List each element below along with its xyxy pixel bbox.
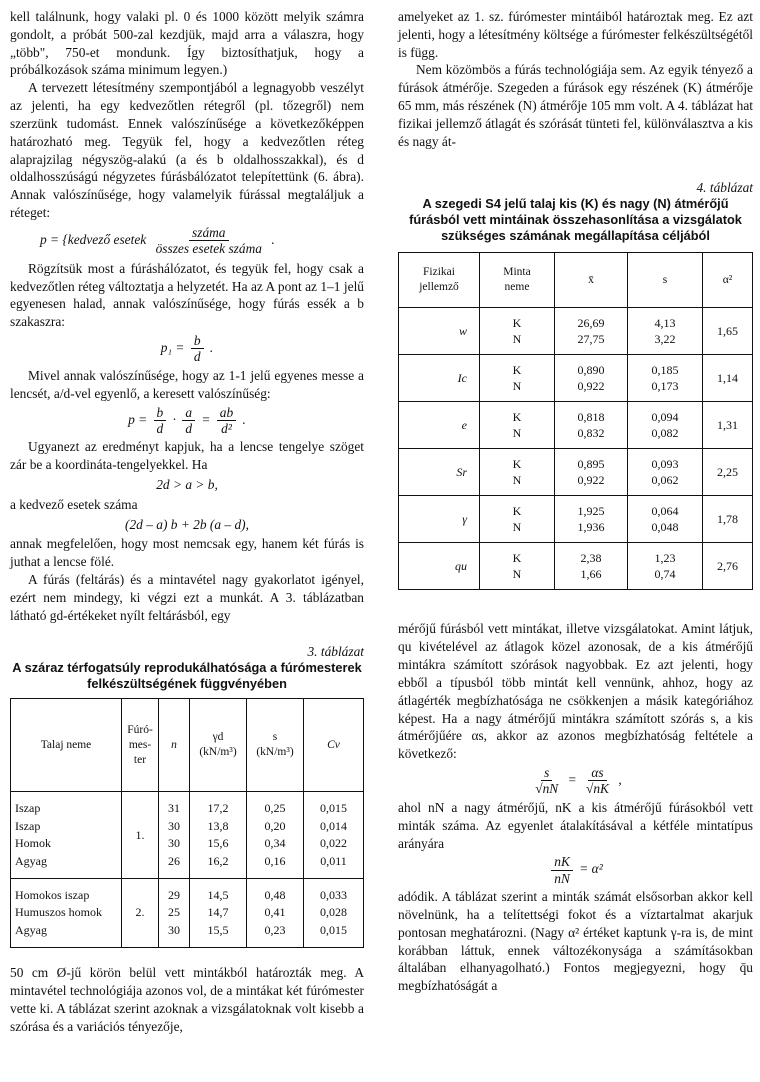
table-row	[399, 543, 753, 590]
denominator: d	[185, 420, 193, 436]
cell-line: 0,25	[264, 801, 286, 816]
equation	[398, 854, 753, 886]
table-header-row	[11, 699, 364, 792]
eq-lhs: p = {kedvező esetek	[40, 231, 147, 247]
denominator: összes esetek száma	[155, 241, 262, 257]
cell-line: 0,20	[264, 818, 286, 833]
paragraph: A tervezett létesítmény szempontjából a legnagyobb veszélyt az jelenti, ha egy kedvezőtlen rétegről (pl. tőzegről) nem szerzünk tudomást. Ennek valószínűsége a következőképpen határozható meg. Tegyük fel, hogy a kedvezőtlen réteg alaprajzilag négyszög-alakú (a és b oldalhosszakkal), és d oldalhosszúságú négyzetes fúrásbálózatot telepítettünk (6. ábra). Annak valószínűsége, hogy valamelyik fúrással megtaláljuk a réteget:	[10, 80, 364, 221]
table-3	[10, 698, 364, 948]
equation	[10, 405, 364, 437]
cell-line: 2.	[135, 905, 145, 920]
eq-rhs: = α²	[579, 861, 603, 877]
sample-type-cell: K N	[480, 355, 555, 402]
paragraph: Ugyanezt az eredményt kapjuk, ha a lencse tengelye szöget zár be a koordináta-tengelyekkel. Ha	[10, 439, 364, 473]
column-header: s (kN/m³)	[247, 699, 304, 792]
column-header: Cv	[304, 699, 364, 792]
eq-end: ,	[618, 772, 622, 788]
denominator: d	[193, 349, 201, 365]
sample-type-cell: K N	[480, 402, 555, 449]
cell-line: 0,033	[320, 887, 347, 902]
gd-cell	[190, 792, 247, 879]
property-cell: Sr	[399, 449, 480, 496]
std-cell: 0,064 0,048	[628, 496, 703, 543]
paragraph: mérőjű fúrásból vett mintákat, illetve vizsgálatokat. Amint látjuk, qu kivételével az átlagok közel azonosak, de a kis átmérőjű mintákra számított szórások nagyobbak. Ez azt jelenti, hogy ebből a típusból több mintát kell vennünk, ahhoz, hogy az átlagérték megbízhatósága ne csökkenjen a másik kategóriához képest. Ha a nagy átmérőjű mintákra számított szórás s, a kis átmérőjűére αs, akkor az azonos megbízhatóság feltétele a következő:	[398, 621, 753, 762]
cell-line: Homok	[15, 836, 51, 851]
equation: (2d – a) b + 2b (a – d),	[125, 516, 249, 532]
sample-type-cell: K N	[480, 543, 555, 590]
numerator: ab	[217, 405, 236, 421]
column-header: α²	[703, 253, 753, 308]
column-header: Fúró- mes- ter	[122, 699, 159, 792]
cell-line: Iszap	[15, 801, 41, 816]
fraction	[182, 405, 195, 437]
paragraph: 50 cm Ø-jű körön belül vett mintákból határozták meg. A mintavétel technológiája azonos vol, de a mintákat két fúrómester vette ki. A táblázat szerint azoknak a vizsgálatoknak volt kisebb a szórása és a variációs tényezője,	[10, 965, 364, 1034]
cell-line: 26	[168, 853, 180, 868]
cell-line: 30	[168, 922, 180, 937]
denominator: d²	[221, 420, 232, 436]
fraction	[154, 405, 167, 437]
denominator: nN	[554, 870, 570, 886]
std-cell: 0,093 0,062	[628, 449, 703, 496]
paragraph: Nem közömbös a fúrás technológiája sem. Az egyik tényező a fúrások átmérője. Szegeden a fúrások egy részének (K) átmérője 65 mm, más részének (N) átmérője 105 mm volt. A 4. táblázat hat fizikai jellemző átlagát és szórását tünteti fel, különválasztva a kis és nagy át-	[398, 62, 753, 149]
operator: =	[567, 772, 577, 788]
paragraph: annak megfelelően, hogy most nemcsak egy, hanem két fúrás is juthat a lencse fölé.	[10, 536, 364, 570]
cell-line: Agyag	[15, 853, 47, 868]
cell-line: 17,2	[207, 801, 229, 816]
eq-end: .	[209, 340, 214, 356]
gd-cell	[190, 878, 247, 947]
paragraph: kell találnunk, hogy valaki pl. 0 és 1000 között melyik számra gondolt, a próbát 500-zal kezdjük, majd arra a válaszra, hogy „több", 750-et mondunk. Így biztosíthatjuk, hogy a próbálkozások száma minimum legyen.)	[10, 9, 364, 78]
sample-type-cell: K N	[480, 449, 555, 496]
column-header: γd (kN/m³)	[190, 699, 247, 792]
alpha2-cell: 2,76	[703, 543, 753, 590]
cell-line: 0,23	[264, 922, 286, 937]
std-cell: 1,23 0,74	[628, 543, 703, 590]
equation	[10, 333, 364, 365]
paragraph: ahol nN a nagy átmérőjű, nK a kis átmérőjű fúrásokból vett minták száma. Az egyenlet átalakításával a kétféle mintatípus arányára	[398, 799, 753, 851]
cell-line: 0,022	[320, 836, 347, 851]
s-cell	[247, 792, 304, 879]
cell-line: Homokos iszap	[15, 887, 90, 902]
table-row	[399, 355, 753, 402]
cell-line: 16,2	[207, 853, 229, 868]
alpha2-cell: 1,78	[703, 496, 753, 543]
fraction	[191, 333, 204, 365]
table-title: A szegedi S4 jelű talaj kis (K) és nagy (N) átmérőjű fúrásból vett mintáinak összehasonlítása a vizsgálatok szükséges számának megállapítása céljából	[409, 196, 742, 244]
numerator: nK	[551, 854, 573, 870]
equation	[398, 765, 753, 797]
alpha2-cell: 2,25	[703, 449, 753, 496]
cell-line: 0,16	[264, 853, 286, 868]
table-title: A száraz térfogatsúly reprodukálhatósága a fúrómesterek felkészültségének függvényében	[12, 660, 362, 692]
cell-line: 14,7	[207, 905, 229, 920]
numerator: száma	[189, 225, 228, 241]
master-cell	[122, 878, 159, 947]
soil-names-cell	[11, 792, 122, 879]
cell-line: 15,5	[207, 922, 229, 937]
numerator: b	[154, 405, 167, 421]
mean-cell: 0,895 0,922	[555, 449, 628, 496]
cell-line: 25	[168, 905, 180, 920]
column-header: n	[159, 699, 190, 792]
property-cell: γ	[399, 496, 480, 543]
sample-type-cell: K N	[480, 308, 555, 355]
cell-line: 0,011	[320, 853, 347, 868]
table-row	[399, 402, 753, 449]
cv-cell	[304, 878, 364, 947]
column-header: Fizikai jellemző	[399, 253, 480, 308]
numerator: s	[541, 765, 552, 781]
cell-line: 0,014	[320, 818, 347, 833]
denominator: √nK	[586, 781, 609, 797]
numerator: αs	[588, 765, 606, 781]
left-column	[10, 8, 364, 1035]
mean-cell: 26,69 27,75	[555, 308, 628, 355]
cv-cell	[304, 792, 364, 879]
eq-lhs: p₁ =	[160, 340, 185, 356]
column-header: s	[628, 253, 703, 308]
fraction	[153, 225, 265, 257]
sample-type-cell: K N	[480, 496, 555, 543]
eq-end: .	[242, 411, 246, 427]
cell-line: 0,41	[264, 905, 286, 920]
eq-lhs: p =	[128, 411, 148, 427]
soil-names-cell	[11, 878, 122, 947]
operator: =	[201, 411, 211, 427]
cell-line: 0,48	[264, 887, 286, 902]
cell-line: 0,34	[264, 836, 286, 851]
alpha2-cell: 1,65	[703, 308, 753, 355]
alpha2-cell: 1,14	[703, 355, 753, 402]
paragraph: A fúrás (feltárás) és a mintavétel nagy gyakorlatot igényel, ezért nem mindegy, ki végzi ezt a munkát. A 3. táblázatban látható gd-értékeket nyílt feltárásból, egy	[10, 572, 364, 623]
property-cell: w	[399, 308, 480, 355]
column-header: x̄	[555, 253, 628, 308]
denominator: √nN	[535, 781, 559, 797]
alpha2-cell: 1,31	[703, 402, 753, 449]
cell-line: 29	[168, 887, 180, 902]
table-header-row	[399, 253, 753, 308]
cell-line: Agyag	[15, 922, 47, 937]
s-cell	[247, 878, 304, 947]
std-cell: 4,13 3,22	[628, 308, 703, 355]
equation: 2d > a > b,	[156, 477, 218, 492]
fraction	[532, 765, 561, 797]
table-number: 4. táblázat	[696, 179, 753, 195]
column-header: Minta neme	[480, 253, 555, 308]
table-row	[399, 496, 753, 543]
table-row	[399, 449, 753, 496]
n-cell	[159, 878, 190, 947]
paragraph: adódik. A táblázat szerint a minták számát elsősorban akkor kell növelnünk, ha a telítettségi fokot és a víztartalmat akarjuk pontosan meghatározni. (Nagy α² értéket kaptunk γ-ra is, de mint korábban láttuk, ennek változékonysága a számításokban általában elhanyagolható.) Fontos megjegyezni, hogy q̄u megbízhatóságát a	[398, 889, 753, 994]
paragraph: Rögzítsük most a fúráshálózatot, és tegyük fel, hogy csak a kedvezőtlen réteg változtatja a helyzetét. Ha az A pont az 1–1 jelű egyenesen halad, annak valószínűsége, hogy fúrás essék a b szakaszra:	[10, 260, 364, 330]
cell-line: 0,028	[320, 905, 347, 920]
numerator: a	[182, 405, 195, 421]
right-column	[398, 8, 753, 995]
table-row	[11, 792, 364, 879]
mean-cell: 1,925 1,936	[555, 496, 628, 543]
table-row	[399, 308, 753, 355]
fraction	[583, 765, 612, 797]
std-cell: 0,094 0,082	[628, 402, 703, 449]
paragraph: amelyeket az 1. sz. fúrómester mintáiból határoztak meg. Ez azt jelenti, hogy a létesítmény költsége a fúrómester felkészültségétől is függ.	[398, 9, 753, 60]
column-header: Talaj neme	[11, 699, 122, 792]
cell-line: 15,6	[207, 836, 229, 851]
mean-cell: 0,818 0,832	[555, 402, 628, 449]
table-number: 3. táblázat	[307, 643, 364, 659]
cell-line: 13,8	[207, 818, 229, 833]
cell-line: 0,015	[320, 922, 347, 937]
cell-line: 14,5	[207, 887, 229, 902]
denominator: d	[156, 420, 164, 436]
cell-line: Iszap	[15, 818, 41, 833]
fraction	[551, 854, 573, 886]
equation	[40, 225, 364, 257]
std-cell: 0,185 0,173	[628, 355, 703, 402]
property-cell: e	[399, 402, 480, 449]
cell-line: Humuszos homok	[15, 905, 102, 920]
n-cell	[159, 792, 190, 879]
table-row	[11, 878, 364, 947]
cell-line: 30	[168, 818, 180, 833]
cell-line: 30	[168, 836, 180, 851]
operator: ·	[172, 411, 176, 427]
fraction	[217, 405, 236, 437]
table-4	[398, 252, 753, 590]
mean-cell: 0,890 0,922	[555, 355, 628, 402]
master-cell	[122, 792, 159, 879]
cell-line: 31	[168, 801, 180, 816]
eq-end: .	[271, 231, 275, 247]
mean-cell: 2,38 1,66	[555, 543, 628, 590]
paragraph: Mivel annak valószínűsége, hogy az 1-1 jelű egyenes messe a lencsét, a/d-vel egyenlő, a keresett valószínűség:	[10, 367, 364, 401]
paragraph: a kedvező esetek száma	[10, 496, 138, 512]
cell-line: 0,015	[320, 801, 347, 816]
property-cell: qu	[399, 543, 480, 590]
cell-line: 1.	[135, 827, 145, 842]
property-cell: Ic	[399, 355, 480, 402]
numerator: b	[191, 333, 204, 349]
